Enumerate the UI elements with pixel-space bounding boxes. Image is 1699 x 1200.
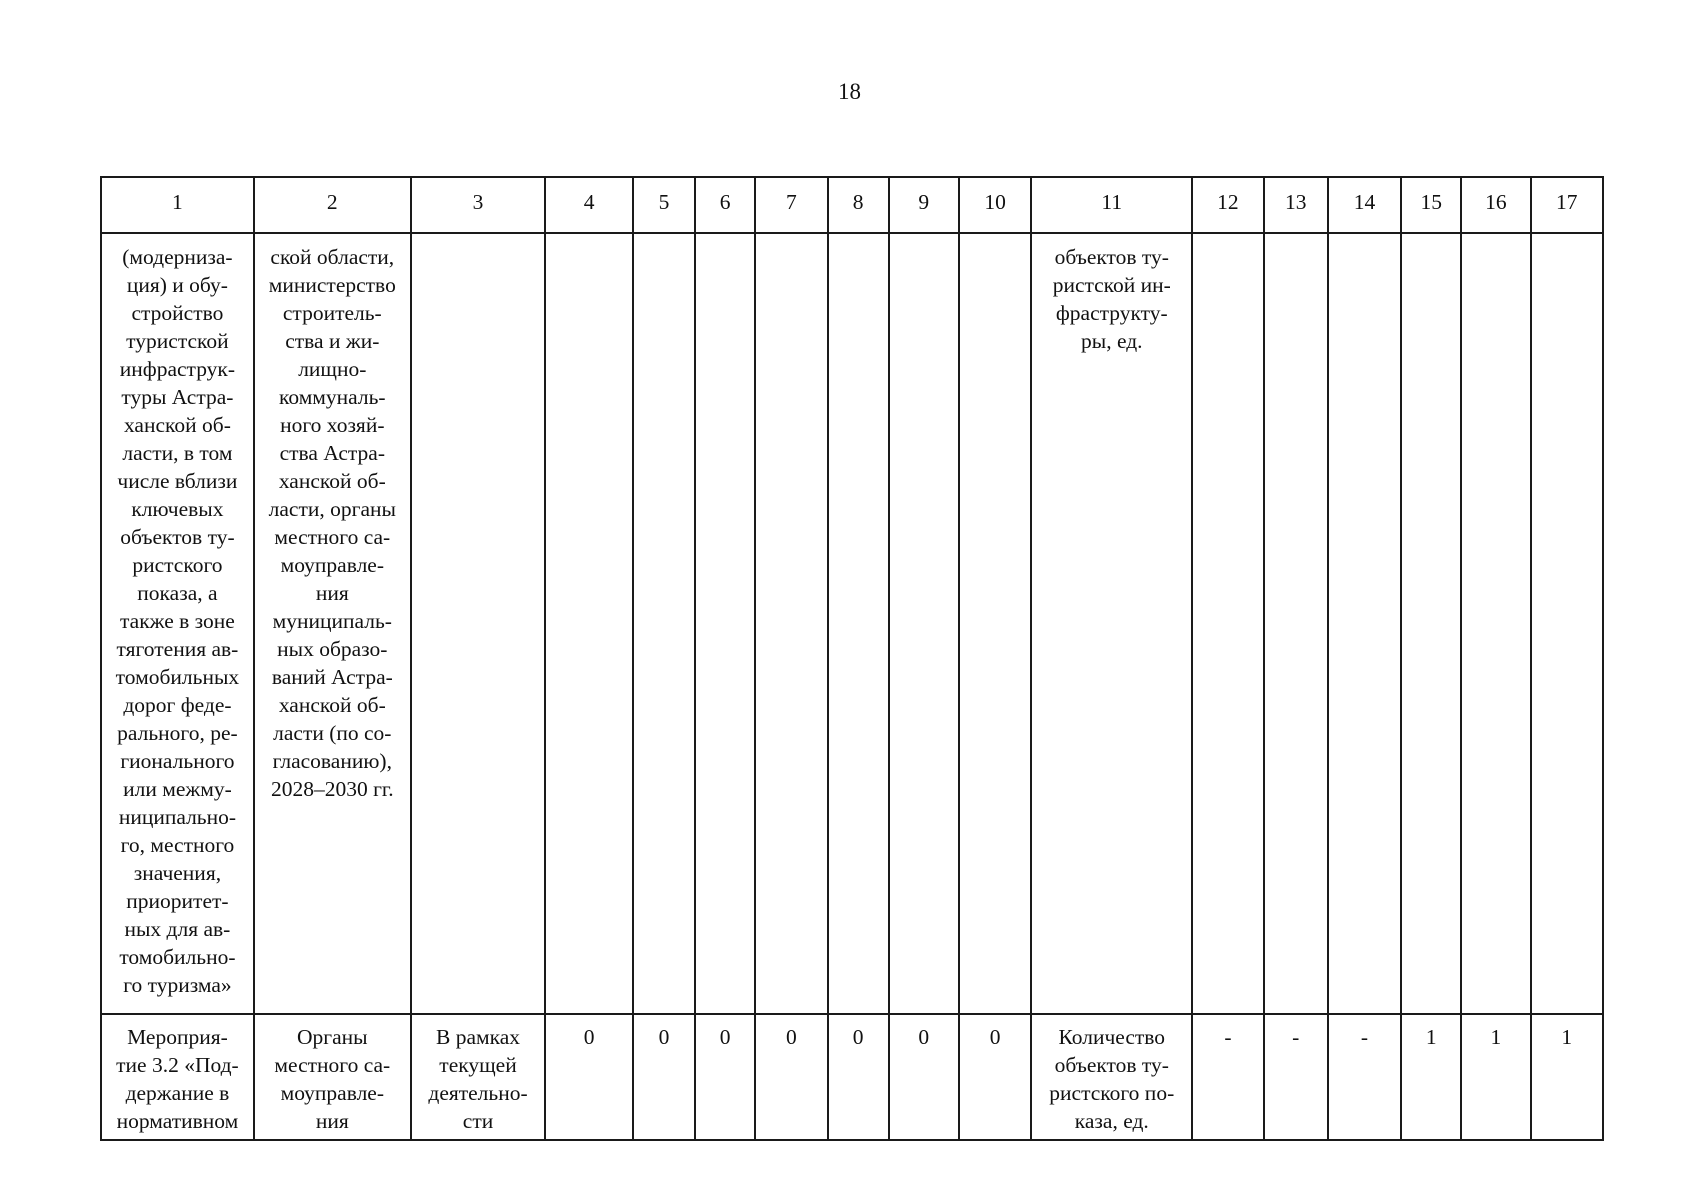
table-cell bbox=[411, 233, 546, 1014]
table-cell bbox=[1192, 233, 1263, 1014]
table-cell bbox=[1264, 233, 1328, 1014]
table-cell bbox=[545, 233, 633, 1014]
column-header: 17 bbox=[1531, 177, 1603, 233]
table-cell: - bbox=[1192, 1014, 1263, 1140]
page-number: 18 bbox=[838, 79, 861, 104]
column-header: 12 bbox=[1192, 177, 1263, 233]
table-cell bbox=[1461, 233, 1530, 1014]
table-cell bbox=[1531, 233, 1603, 1014]
table-cell: 0 bbox=[959, 1014, 1031, 1140]
column-header: 10 bbox=[959, 177, 1031, 233]
column-header: 6 bbox=[695, 177, 755, 233]
table-cell bbox=[695, 233, 755, 1014]
table-cell: Мероприя- тие 3.2 «Под- держание в нормативном bbox=[101, 1014, 254, 1140]
table-cell bbox=[828, 233, 889, 1014]
column-header: 5 bbox=[633, 177, 695, 233]
column-header: 16 bbox=[1461, 177, 1530, 233]
table-row bbox=[101, 1014, 1603, 1140]
table-cell: - bbox=[1328, 1014, 1401, 1140]
table-cell: 1 bbox=[1461, 1014, 1530, 1140]
column-header: 7 bbox=[755, 177, 827, 233]
table-cell: объектов ту- ристской ин- фраструкту- ры, ед. bbox=[1031, 233, 1192, 1014]
column-header: 9 bbox=[889, 177, 959, 233]
table-cell bbox=[1328, 233, 1401, 1014]
table-cell: 1 bbox=[1531, 1014, 1603, 1140]
table-cell bbox=[1401, 233, 1461, 1014]
table-cell: 0 bbox=[695, 1014, 755, 1140]
table-cell: 1 bbox=[1401, 1014, 1461, 1140]
column-header: 1 bbox=[101, 177, 254, 233]
table-cell: ской области, министерство строитель- ства и жи- лищно- коммуналь- ного хозяй- ства Астра- ханской об- ласти, органы местного са- моуправле- ния муниципаль- ных образо- ваний Астра- ханской об- ласти (по со- гласованию), 2028–2030 гг. bbox=[254, 233, 411, 1014]
column-header: 13 bbox=[1264, 177, 1328, 233]
table-cell: 0 bbox=[545, 1014, 633, 1140]
table-header-row bbox=[101, 177, 1603, 233]
table-cell: Органы местного са- моуправле- ния bbox=[254, 1014, 411, 1140]
table-cell: Количество объектов ту- ристского по- каза, ед. bbox=[1031, 1014, 1192, 1140]
column-header: 15 bbox=[1401, 177, 1461, 233]
column-header: 11 bbox=[1031, 177, 1192, 233]
table-cell bbox=[889, 233, 959, 1014]
table-cell: 0 bbox=[755, 1014, 827, 1140]
table-cell: В рамках текущей деятельно- сти bbox=[411, 1014, 546, 1140]
column-header: 2 bbox=[254, 177, 411, 233]
column-header: 8 bbox=[828, 177, 889, 233]
table-cell: (модерниза- ция) и обу- стройство туристской инфраструк- туры Астра- ханской об- ласти, в том числе вблизи ключевых объектов ту- ристского показа, а также в зоне тяготения ав- томобильных дорог феде- рального, ре- гионального или межму- ниципально- го, местного значения, приоритет- ных для ав- томобильно- го туризма» bbox=[101, 233, 254, 1014]
program-activities-table bbox=[100, 176, 1604, 1141]
table-row bbox=[101, 233, 1603, 1014]
table-cell bbox=[633, 233, 695, 1014]
column-header: 14 bbox=[1328, 177, 1401, 233]
column-header: 3 bbox=[411, 177, 546, 233]
table-cell: 0 bbox=[828, 1014, 889, 1140]
table-cell: - bbox=[1264, 1014, 1328, 1140]
table-cell bbox=[755, 233, 827, 1014]
table-cell: 0 bbox=[633, 1014, 695, 1140]
table-cell bbox=[959, 233, 1031, 1014]
column-header: 4 bbox=[545, 177, 633, 233]
table-cell: 0 bbox=[889, 1014, 959, 1140]
